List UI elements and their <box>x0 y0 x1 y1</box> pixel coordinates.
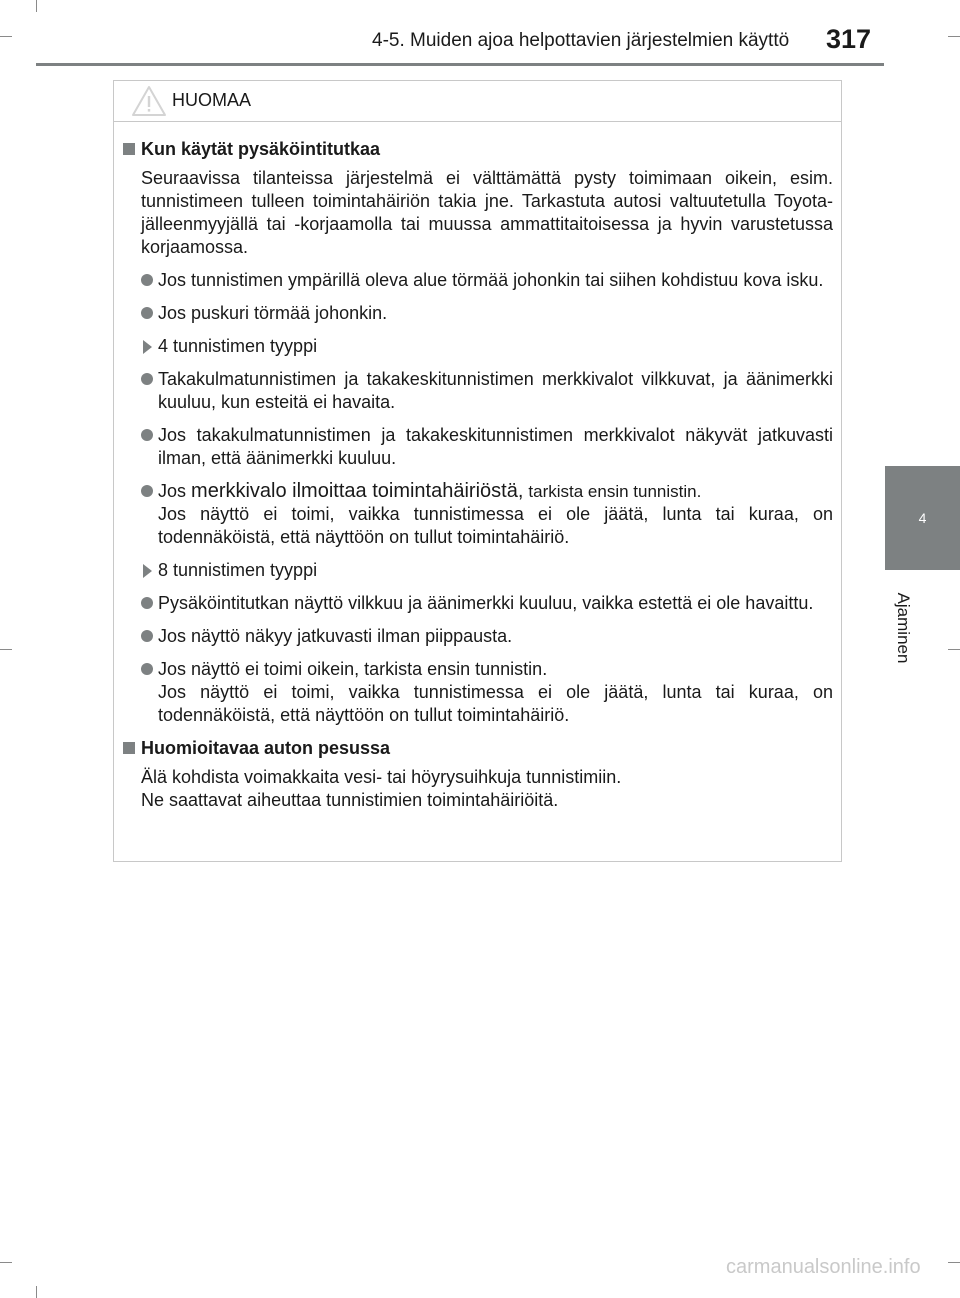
crop-mark <box>948 649 960 650</box>
bullet-text: Takakulmatunnistimen ja takakeskitunnistimen merkkivalot vilkkuvat, ja äänimerkki kuuluu, kun esteitä ei havaita. <box>158 369 833 412</box>
square-bullet-icon <box>123 143 135 155</box>
bullet-item <box>123 424 833 470</box>
bullet-text-prefix: Jos <box>158 481 187 501</box>
crop-mark <box>948 1262 960 1263</box>
bullet-text: Jos puskuri törmää johonkin. <box>158 303 388 323</box>
paragraph: Ne saattavat aiheuttaa tunnistimien toimintahäiriöitä. <box>141 790 559 810</box>
section-parking-sensor <box>123 138 833 727</box>
crop-mark <box>948 36 960 37</box>
circle-bullet-icon <box>141 429 153 441</box>
notice-box <box>113 80 842 862</box>
bullet-item <box>123 625 833 648</box>
circle-bullet-icon <box>141 274 153 286</box>
warning-triangle-icon <box>131 85 167 117</box>
chapter-number: 4 <box>918 510 927 526</box>
bullet-item <box>123 658 833 727</box>
paragraph: Älä kohdista voimakkaita vesi- tai höyrysuihkuja tunnistimiin. <box>141 767 622 787</box>
notice-body <box>114 122 841 812</box>
triangle-bullet-icon <box>143 564 152 578</box>
chapter-label-text: Ajaminen <box>894 592 913 664</box>
subtype-heading <box>123 335 833 358</box>
section-heading <box>123 138 833 161</box>
subtype-label: 4 tunnistimen tyyppi <box>158 336 318 356</box>
subtype-heading <box>123 559 833 582</box>
bullet-item <box>123 368 833 414</box>
bullet-text-second: Jos näyttö ei toimi, vaikka tunnistimessa ei ole jäätä, lunta tai kuraa, on todennäköistä, että näyttöön on tullut toimintahäiriö. <box>158 504 833 547</box>
triangle-bullet-icon <box>143 340 152 354</box>
bullet-item <box>123 480 833 549</box>
section-heading-text: Huomioitavaa auton pesussa <box>141 738 391 758</box>
circle-bullet-icon <box>141 373 153 385</box>
bullet-text-second: Jos näyttö ei toimi, vaikka tunnistimessa ei ole jäätä, lunta tai kuraa, on todennäköistä, että näyttöön on tullut toimintahäiriö. <box>158 682 833 725</box>
paragraph: Seuraavissa tilanteissa järjestelmä ei välttämättä pysty toimimaan oikein, esim. tunnistimeen tulleen toimintahäiriön takia jne. Tarkastuta autosi valtuutetulla Toyota-jälleenmyyjällä tai -korjaamolla tai muussa ammattitaitoisessa ja hyvin varustetussa korjaamossa. <box>141 168 833 257</box>
crop-mark <box>36 1286 37 1298</box>
section-heading-text: Kun käytät pysäköintitutkaa <box>141 139 381 159</box>
circle-bullet-icon <box>141 307 153 319</box>
notice-header <box>114 81 841 122</box>
crop-mark <box>0 649 12 650</box>
header-rule <box>36 63 884 66</box>
subtype-label: 8 tunnistimen tyyppi <box>158 560 318 580</box>
bullet-text-suffix: tarkista ensin tunnistin. <box>528 482 702 501</box>
bullet-text-emphasis: merkkivalo ilmoittaa toimintahäiriöstä, <box>191 480 524 502</box>
crop-mark <box>0 36 12 37</box>
section-heading <box>123 737 833 760</box>
bullet-text: Jos takakulmatunnistimen ja takakeskitunnistimen merkkivalot näkyvät jatkuvasti ilman, että äänimerkki kuuluu. <box>158 425 833 468</box>
chapter-label <box>881 583 925 673</box>
circle-bullet-icon <box>141 597 153 609</box>
bullet-text: Jos tunnistimen ympärillä oleva alue törmää johonkin tai siihen kohdistuu kova isku. <box>158 270 824 290</box>
bullet-text: Jos näyttö ei toimi oikein, tarkista ensin tunnistin. <box>158 659 548 679</box>
crop-mark <box>36 0 37 12</box>
square-bullet-icon <box>123 742 135 754</box>
bullet-item <box>123 302 833 325</box>
bullet-item <box>123 269 833 292</box>
circle-bullet-icon <box>141 630 153 642</box>
notice-title: HUOMAA <box>172 90 252 110</box>
page-number: 317 <box>826 24 872 54</box>
chapter-tab[interactable] <box>885 466 960 570</box>
section-car-wash <box>123 737 833 812</box>
watermark: carmanualsonline.info <box>726 1256 921 1278</box>
bullet-item <box>123 592 833 615</box>
section-title: 4-5. Muiden ajoa helpottavien järjestelmien käyttö <box>372 30 790 51</box>
crop-mark <box>0 1262 12 1263</box>
bullet-text: Pysäköintitutkan näyttö vilkkuu ja äänimerkki kuuluu, vaikka estettä ei ole havaittu. <box>158 593 814 613</box>
circle-bullet-icon <box>141 663 153 675</box>
circle-bullet-icon <box>141 485 153 497</box>
bullet-text: Jos näyttö näkyy jatkuvasti ilman piippausta. <box>158 626 513 646</box>
